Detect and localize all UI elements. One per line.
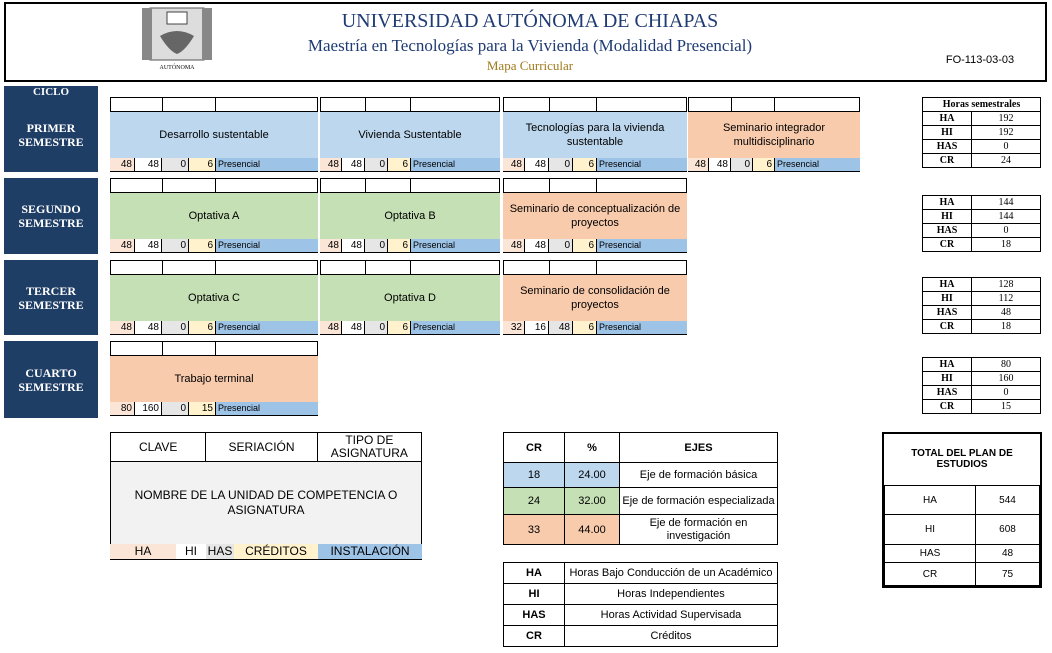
hours-value: 160 — [972, 372, 1041, 386]
ejes-cr: 18 — [504, 463, 565, 488]
legend-instalacion: INSTALACIÓN — [318, 544, 422, 559]
subject-block — [110, 341, 318, 417]
subject-code-row — [320, 260, 500, 275]
subject-code-row — [110, 260, 318, 275]
ejes-header-pct: % — [565, 433, 620, 463]
hours-header: Horas semestrales — [923, 98, 1041, 112]
subject-installation: Presencial — [216, 402, 318, 415]
subject-block — [110, 97, 318, 173]
hours-value: 0 — [972, 386, 1041, 400]
subject-hi: 16 — [525, 321, 549, 334]
legend-creditos: CRÉDITOS — [234, 544, 318, 559]
hours-value: 18 — [972, 320, 1041, 334]
semester-hours-table — [922, 357, 1041, 414]
subject-cr: 6 — [388, 158, 411, 171]
hours-key: HAS — [923, 224, 972, 238]
hours-key: HI — [923, 292, 972, 306]
subject-has: 0 — [549, 239, 573, 252]
hours-key: HA — [923, 358, 972, 372]
subject-code-row — [320, 97, 500, 112]
ejes-cr: 33 — [504, 515, 565, 545]
subject-has: 48 — [549, 321, 573, 334]
subject-installation: Presencial — [216, 158, 318, 171]
subject-name: Seminario de consolidación de proyectos — [503, 275, 687, 321]
subject-installation: Presencial — [411, 158, 500, 171]
subject-hi: 160 — [135, 402, 162, 415]
subject-name: Vivienda Sustentable — [320, 112, 500, 158]
hours-value: 112 — [972, 292, 1041, 306]
ejes-name: Eje de formación en investigación — [620, 515, 778, 545]
subject-ha: 48 — [110, 321, 135, 334]
subject-ha: 48 — [320, 158, 342, 171]
hours-value: 0 — [972, 224, 1041, 238]
semester-hours-table — [922, 97, 1041, 168]
subject-name: Optativa B — [320, 193, 500, 239]
subject-name: Seminario integrador multidisciplinario — [688, 112, 860, 158]
subject-name: Optativa C — [110, 275, 318, 321]
university-seal-logo — [140, 6, 214, 72]
subject-ha: 32 — [503, 321, 525, 334]
subject-ha: 48 — [688, 158, 709, 171]
subject-installation: Presencial — [216, 321, 318, 334]
subject-code-row — [688, 97, 860, 112]
subject-has: 0 — [365, 158, 388, 171]
ejes-cr: 24 — [504, 488, 565, 515]
hours-value: 15 — [972, 400, 1041, 414]
ejes-header-name: EJES — [620, 433, 778, 463]
subject-hi: 48 — [135, 239, 162, 252]
document-type: Mapa Curricular — [486, 58, 574, 73]
legend-clave: CLAVE — [111, 433, 206, 461]
total-key: CR — [885, 563, 976, 586]
hours-value: 18 — [972, 238, 1041, 252]
subject-name: Optativa D — [320, 275, 500, 321]
hours-value: 144 — [972, 210, 1041, 224]
hours-key: HAS — [923, 306, 972, 320]
total-title: TOTAL DEL PLAN DE ESTUDIOS — [885, 434, 1040, 485]
subject-cr: 6 — [573, 321, 597, 334]
hours-key: HI — [923, 210, 972, 224]
semester-label-4: CUARTO SEMESTRE — [4, 341, 98, 418]
subject-ha: 48 — [320, 321, 342, 334]
subject-cr: 6 — [753, 158, 775, 171]
hours-value: 0 — [972, 140, 1041, 154]
hours-key: HA — [923, 112, 972, 126]
abbrev-key: CR — [504, 626, 565, 647]
subject-installation: Presencial — [597, 158, 687, 171]
hours-value: 48 — [972, 306, 1041, 320]
subject-installation: Presencial — [775, 158, 860, 171]
hours-key: HA — [923, 278, 972, 292]
subject-has: 0 — [731, 158, 753, 171]
semester-hours-table — [922, 277, 1041, 334]
subject-block — [320, 178, 500, 254]
semester-label-2: SEGUNDO SEMESTRE — [4, 178, 98, 254]
legend-hi: HI — [176, 544, 206, 559]
subject-block — [320, 97, 500, 173]
total-value: 75 — [976, 563, 1040, 586]
subject-installation: Presencial — [597, 239, 687, 252]
hours-value: 144 — [972, 196, 1041, 210]
total-value: 608 — [976, 515, 1040, 545]
hours-key: HAS — [923, 386, 972, 400]
subject-hi: 48 — [342, 321, 365, 334]
form-code: FO-113-03-03 — [945, 54, 1015, 66]
ciclo-label: CICLO — [4, 86, 98, 98]
total-key: HA — [885, 485, 976, 515]
abbrev-value: Horas Independientes — [565, 584, 778, 605]
hours-key: CR — [923, 238, 972, 252]
subject-cr: 6 — [573, 158, 597, 171]
hours-key: CR — [923, 154, 972, 168]
abbrev-key: HI — [504, 584, 565, 605]
abbrev-key: HAS — [504, 605, 565, 626]
legend-has: HAS — [207, 544, 233, 558]
subject-name: Tecnologías para la vivienda sustentable — [503, 112, 687, 158]
legend-nombre: NOMBRE DE LA UNIDAD DE COMPETENCIA O ASIGNATURA — [110, 462, 422, 544]
subject-cr: 6 — [388, 239, 411, 252]
subject-hi: 48 — [135, 321, 162, 334]
subject-code-row — [503, 178, 687, 193]
hours-key: HAS — [923, 140, 972, 154]
subject-cr: 6 — [189, 158, 216, 171]
subject-ha: 48 — [110, 158, 135, 171]
subject-has: 0 — [549, 158, 573, 171]
subject-cr: 15 — [189, 402, 216, 415]
subject-block — [688, 97, 860, 173]
subject-ha: 48 — [320, 239, 342, 252]
hours-key: HA — [923, 196, 972, 210]
subject-installation: Presencial — [597, 321, 687, 334]
hours-key: HI — [923, 372, 972, 386]
hours-value: 80 — [972, 358, 1041, 372]
subject-installation: Presencial — [216, 239, 318, 252]
subject-cr: 6 — [573, 239, 597, 252]
abbrev-value: Horas Bajo Conducción de un Académico — [565, 563, 778, 584]
legend-ha: HA — [110, 544, 176, 559]
abbrev-value: Créditos — [565, 626, 778, 647]
ejes-pct: 32.00 — [565, 488, 620, 515]
subject-ha: 48 — [110, 239, 135, 252]
subject-has: 0 — [365, 239, 388, 252]
subject-block — [503, 260, 687, 336]
subject-block — [320, 260, 500, 336]
subject-code-row — [320, 178, 500, 193]
legend-tipo: TIPO DE ASIGNATURA — [330, 433, 408, 460]
abbrev-key: HA — [504, 563, 565, 584]
subject-code-row — [110, 341, 318, 356]
subject-code-row — [503, 97, 687, 112]
program-subtitle: Maestría en Tecnologías para la Vivienda (Modalidad Presencial) — [307, 36, 753, 55]
subject-name: Desarrollo sustentable — [110, 112, 318, 158]
subject-installation: Presencial — [411, 239, 500, 252]
hours-key: CR — [923, 320, 972, 334]
subject-hi: 48 — [342, 239, 365, 252]
total-plan-table — [882, 432, 1042, 588]
subject-name: Trabajo terminal — [110, 356, 318, 402]
subject-cr: 6 — [189, 321, 216, 334]
subject-hi: 48 — [525, 158, 549, 171]
subject-name: Optativa A — [110, 193, 318, 239]
university-title: UNIVERSIDAD AUTÓNOMA DE CHIAPAS — [341, 10, 719, 32]
total-value: 48 — [976, 545, 1040, 563]
subject-code-row — [503, 260, 687, 275]
ejes-pct: 24.00 — [565, 463, 620, 488]
semester-label-3: TERCER SEMESTRE — [4, 260, 98, 335]
subject-hi: 48 — [525, 239, 549, 252]
subject-block — [503, 178, 687, 254]
subject-name: Seminario de conceptualización de proyectos — [503, 193, 687, 239]
subject-cr: 6 — [388, 321, 411, 334]
hours-value: 128 — [972, 278, 1041, 292]
subject-code-row — [110, 97, 318, 112]
svg-text:AUTÓNOMA: AUTÓNOMA — [159, 65, 195, 71]
subject-installation: Presencial — [411, 321, 500, 334]
ejes-pct: 44.00 — [565, 515, 620, 545]
subject-ha: 48 — [503, 158, 525, 171]
subject-cr: 6 — [189, 239, 216, 252]
legend-seriacion: SERIACIÓN — [206, 433, 317, 461]
subject-hi: 48 — [709, 158, 731, 171]
total-value: 544 — [976, 485, 1040, 515]
ejes-name: Eje de formación básica — [620, 463, 778, 488]
subject-block — [110, 260, 318, 336]
total-key: HAS — [885, 545, 976, 563]
ejes-header-cr: CR — [504, 433, 565, 463]
hours-value: 192 — [972, 126, 1041, 140]
abbreviations-table — [503, 562, 778, 647]
hours-key: HI — [923, 126, 972, 140]
semester-hours-table — [922, 195, 1041, 252]
subject-block — [110, 178, 318, 254]
ejes-name: Eje de formación especializada — [620, 488, 778, 515]
semester-label-1: PRIMER SEMESTRE — [4, 98, 98, 172]
subject-hi: 48 — [135, 158, 162, 171]
abbrev-value: Horas Actividad Supervisada — [565, 605, 778, 626]
total-key: HI — [885, 515, 976, 545]
hours-value: 24 — [972, 154, 1041, 168]
subject-ha: 80 — [110, 402, 135, 415]
subject-has: 0 — [162, 321, 189, 334]
subject-hi: 48 — [342, 158, 365, 171]
subject-has: 0 — [365, 321, 388, 334]
ejes-row — [504, 515, 778, 545]
hours-value: 192 — [972, 112, 1041, 126]
subject-code-row — [110, 178, 318, 193]
hours-key: CR — [923, 400, 972, 414]
subject-has: 0 — [162, 402, 189, 415]
ejes-row — [504, 488, 778, 515]
subject-ha: 48 — [503, 239, 525, 252]
subject-block — [503, 97, 687, 173]
subject-has: 0 — [162, 239, 189, 252]
ejes-table — [503, 432, 778, 545]
subject-has: 0 — [162, 158, 189, 171]
ejes-row — [504, 463, 778, 488]
